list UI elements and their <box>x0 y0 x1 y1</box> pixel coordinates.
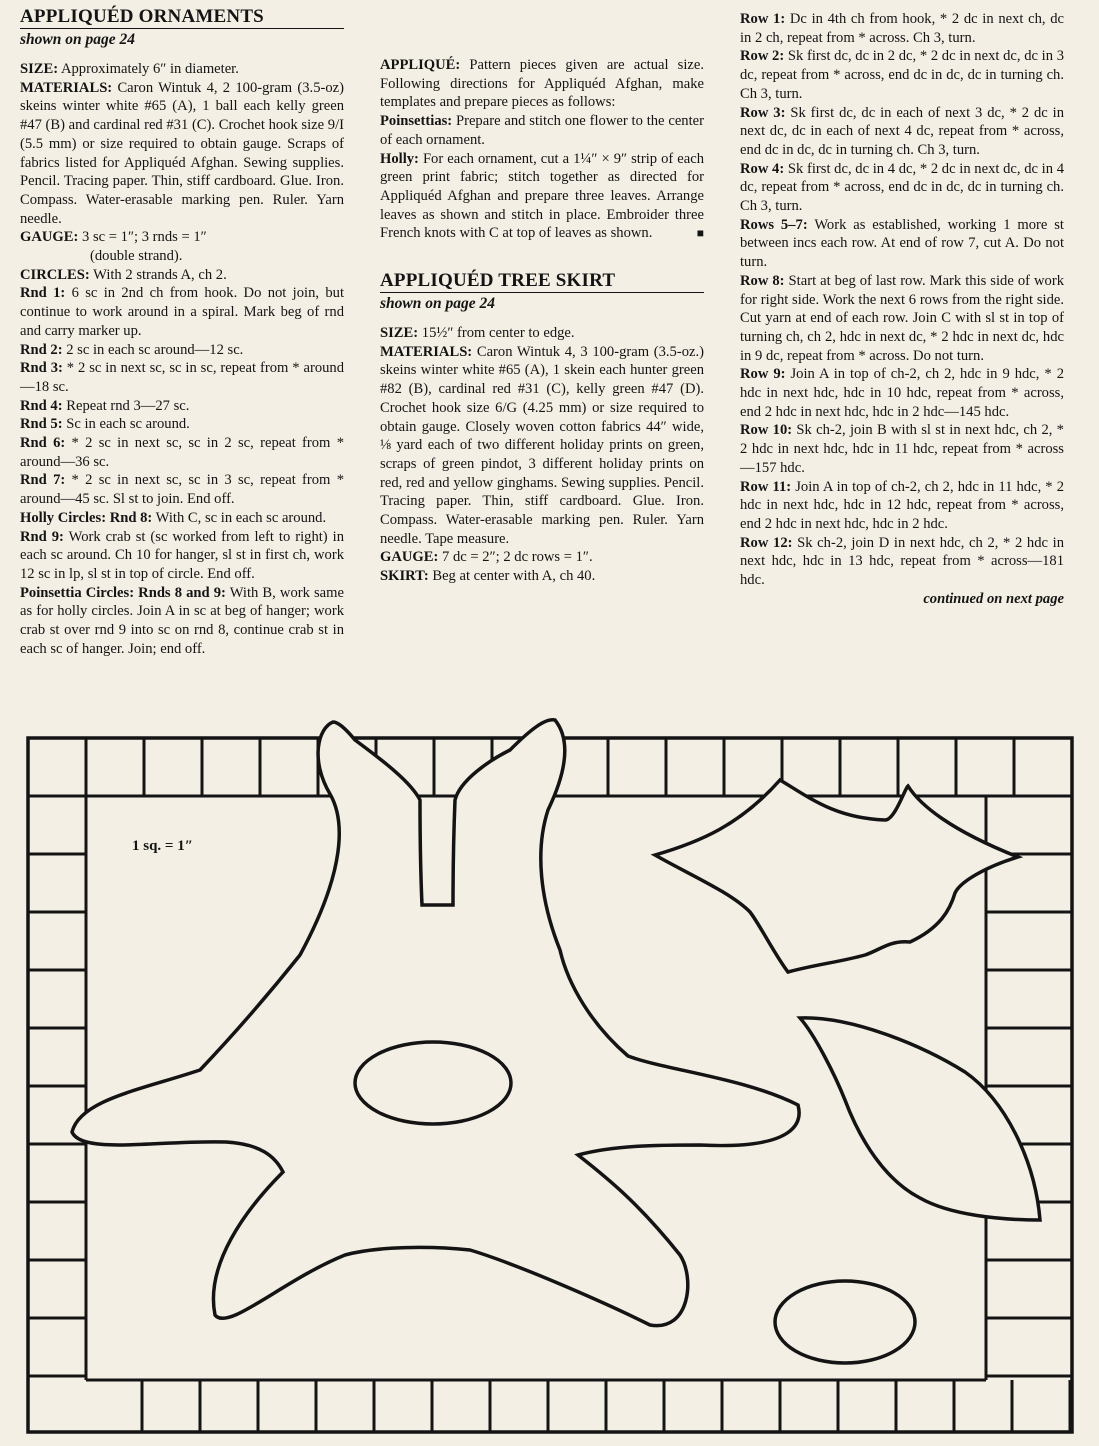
ornaments-rnd-4: Rnd 4: Repeat rnd 3—27 sc. <box>20 397 190 414</box>
tree-skirt-title: APPLIQUÉD TREE SKIRT <box>380 270 616 292</box>
tree-skirt-materials: MATERIALS: Caron Wintuk 4, 3 100-gram (3.5-oz.) skeins winter white #65 (A), 1 skein each hunter green #82 (B), cardinal red #31 (C), kelly green #47 (D). Crochet hook size 6/G (4.25 mm) or size required to obtain gauge. Closely woven cotton fabrics 44″ wide, ⅛ yard each of two different holiday prints on green, scraps of green pindot, 3 different holiday prints on red, red and yellow ginghams. Sewing supplies. Pencil. Tracing paper. Thin, stiff cardboard. Glue. Iron. Compass. Water-erasable marking pen. Ruler. Yarn needle. Tape measure. <box>380 343 704 547</box>
ornaments-title: APPLIQUÉD ORNAMENTS <box>20 6 264 27</box>
holly-leaf-shape <box>655 780 1018 972</box>
ornaments-holly: Holly: For each ornament, cut a 1¼″ × 9″ strip of each green print fabric; stitch together as directed for Appliquéd Afghan and prepare three leaves. Arrange leaves as shown and stitch in place. Embroider three French knots with C at top of leaves as shown. ■ <box>380 150 704 242</box>
ornaments-rnd-1: Rnd 1: 6 sc in 2nd ch from hook. Do not join, but continue to work around in a spiral. Mark beg of rnd and carry marker up. <box>20 285 345 339</box>
ornaments-rnd-5: Rnd 5: Sc in each sc around. <box>20 416 190 433</box>
ornaments-rnd-9: Rnd 9: Work crab st (sc worked from left to right) in each sc around. Ch 10 for hanger, sl st in first ch, work 12 sc in lp, sl st in top of circle. End off. <box>20 528 344 582</box>
end-mark-icon: ■ <box>696 226 704 241</box>
tree-skirt-subtitle: shown on page 24 <box>380 292 704 314</box>
tree-skirt-row-8: Row 8: Start at beg of last row. Mark this side of work for right side. Work the next 6 rows from the right side. Cut yarn at end of each row. Join C with sl st in top of turning ch, ch 2, hdc in next dc, * 2 hdc in next dc, hdc in 9 dc, repeat from * across. Do not turn. <box>740 272 1064 364</box>
tree-skirt-row-4: Row 4: Sk first dc, dc in 4 dc, * 2 dc in next dc, dc in 4 dc, repeat from * across, end dc in dc, dc in turning ch. Ch 3, turn. <box>740 160 1064 215</box>
leaf-shape <box>800 1018 1040 1220</box>
ornaments-rnd-7: Rnd 7: * 2 sc in next sc, sc in 3 sc, repeat from * around—45 sc. Sl st to join. End off. <box>20 472 345 508</box>
ornaments-size: SIZE: Approximately 6″ in diameter. <box>20 61 239 77</box>
column-1 <box>20 6 344 659</box>
tree-skirt-rows-5-7: Rows 5–7: Work as established, working 1 more st between incs each row. At end of row 7, cut A. Do not turn. <box>740 216 1064 271</box>
ornaments-gauge: GAUGE: 3 sc = 1″; 3 rnds = 1″ <box>20 229 207 246</box>
tree-skirt-row-9: Row 9: Join A in top of ch-2, ch 2, hdc in 9 hdc, * 2 hdc in next hdc, hdc in 10 hdc, repeat from * across, end 2 hdc in next hdc, hdc in 2 hdc—145 hdc. <box>740 366 1064 420</box>
ornaments-poinsettia-circles: Poinsettia Circles: Rnds 8 and 9: With B, work same as for holly circles. Join A in sc at beg of hanger; work crab st over rnd 9 into sc on rnd 8, continue crab st in each sc of hanger. Join; end off. <box>20 584 344 657</box>
small-oval-shape <box>775 1281 915 1363</box>
tree-skirt-row-2: Row 2: Sk first dc, dc in 2 dc, * 2 dc in next dc, dc in 3 dc, repeat from * across, end dc in dc, dc in turning ch. Ch 3, turn. <box>740 48 1064 102</box>
tree-skirt-row-3: Row 3: Sk first dc, dc in each of next 3 dc, * 2 dc in next dc, dc in each of next 4 dc, repeat from * across, end dc in dc, dc in turning ch. Ch 3, turn. <box>740 104 1064 158</box>
poinsettia-shape <box>72 720 799 1326</box>
scale-label: 1 sq. = 1″ <box>132 838 194 854</box>
ornaments-rnd-3: Rnd 3: * 2 sc in next sc, sc in sc, repeat from * around—18 sc. <box>20 360 345 395</box>
tree-skirt-row-1: Row 1: Dc in 4th ch from hook, * 2 dc in next ch, dc in 2 ch, repeat from * across. Ch 3, turn. <box>740 11 1065 46</box>
pattern-diagram <box>0 700 1099 1440</box>
column-3 <box>740 10 1064 609</box>
ornaments-circles: CIRCLES: With 2 strands A, ch 2. <box>20 266 227 283</box>
ornaments-poinsettias: Poinsettias: Prepare and stitch one flower to the center of each ornament. <box>380 113 704 148</box>
tree-skirt-gauge: GAUGE: 7 dc = 2″; 2 dc rows = 1″. <box>380 549 593 566</box>
tree-skirt-size: SIZE: 15½″ from center to edge. <box>380 325 575 342</box>
ornaments-rnd-2: Rnd 2: 2 sc in each sc around—12 sc. <box>20 341 244 358</box>
ornaments-applique: APPLIQUÉ: Pattern pieces given are actual size. Following directions for Appliquéd Afghan, make templates and prepare pieces as follows: <box>380 57 704 111</box>
ornaments-materials: MATERIALS: Caron Wintuk 4, 2 100-gram (3.5-oz) skeins winter white #65 (A), 1 ball each kelly green #47 (B) and cardinal red #31 (C). Crochet hook size 9/I (5.5 mm) or size required to obtain gauge. Scraps of fabrics listed for Appliquéd Afghan. Sewing supplies. Pencil. Tracing paper. Thin, stiff cardboard. Glue. Iron. Compass. Water-erasable marking pen. Ruler. Yarn needle. <box>20 79 344 227</box>
tree-skirt-row-11: Row 11: Join A in top of ch-2, ch 2, hdc in 11 hdc, * 2 hdc in next hdc, hdc in 12 hdc, repeat from * across, end 2 hdc in next hdc, hdc in 2 hdc. <box>740 478 1065 532</box>
ornaments-rnd-6: Rnd 6: * 2 sc in next sc, sc in 2 sc, repeat from * around—36 sc. <box>20 435 345 470</box>
tree-skirt-skirt: SKIRT: Beg at center with A, ch 40. <box>380 568 596 585</box>
continued-note: continued on next page <box>923 590 1064 607</box>
tree-skirt-row-12: Row 12: Sk ch-2, join D in next hdc, ch 2, * 2 hdc in next hdc, hdc in 13 hdc, repeat from * across—181 hdc. <box>740 534 1064 589</box>
ornaments-subtitle: shown on page 24 <box>20 28 344 50</box>
ornaments-gauge-note: (double strand). <box>90 248 183 265</box>
ornaments-holly-circles: Holly Circles: Rnd 8: With C, sc in each sc around. <box>20 509 327 526</box>
column-2 <box>380 10 704 586</box>
tree-skirt-row-10: Row 10: Sk ch-2, join B with sl st in next hdc, ch 2, * 2 hdc in next hdc, hdc in 11 hdc, repeat from * across—157 hdc. <box>740 422 1064 476</box>
